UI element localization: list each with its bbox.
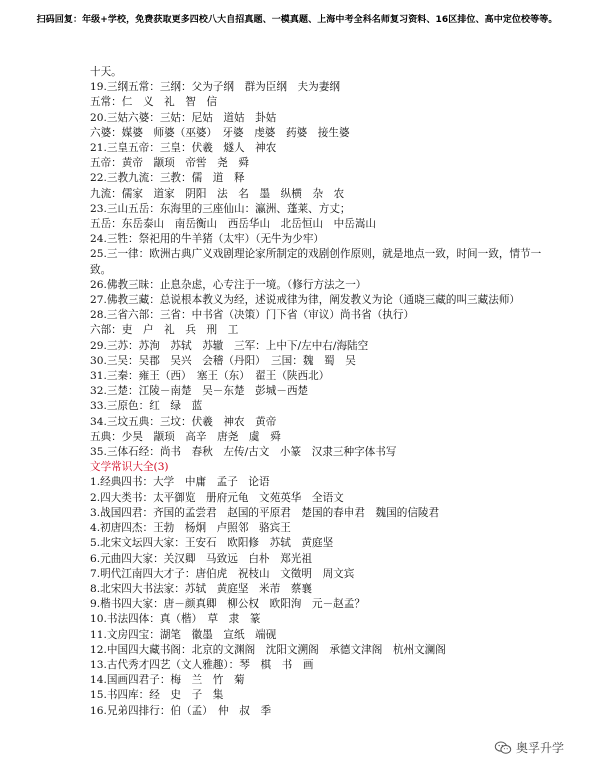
text-line: 12.中国四大藏书阁：北京的文渊阁 沈阳文溯阁 承德文津阁 杭州文澜阁 — [90, 643, 446, 656]
text-line: 13.古代秀才四艺（文人雅趣）：琴 棋 书 画 — [90, 658, 314, 671]
document-body — [90, 65, 550, 719]
text-line: 3.战国四君：齐国的孟尝君 赵国的平原君 楚国的春申君 魏国的信陵君 — [90, 506, 440, 519]
text-line: 24.三牲：祭祀用的牛羊猪（太牢）（无牛为少牢） — [90, 233, 325, 246]
text-line: 1.经典四书：大学 中庸 孟子 论语 — [90, 476, 270, 489]
text-line: 27.佛教三藏：总说根本教义为经，述说戒律为律，阐发教义为论（通晓三藏的叫三藏法师） — [90, 294, 521, 307]
text-line: 34.三坟五典：三坟：伏羲 神农 黄帝 — [90, 415, 277, 428]
text-line: 五典：少昊 颛顼 高辛 唐尧 虞 舜 — [90, 430, 281, 443]
text-line: 30.三吴：吴郡 吴兴 会稽（丹阳） 三国：魏 蜀 吴 — [90, 354, 356, 367]
section-heading: 文学常识大全(3) — [90, 461, 169, 474]
text-line: 15.书四库：经 史 子 集 — [90, 689, 224, 702]
text-line: 10.书法四体：真（楷） 草 隶 篆 — [90, 613, 261, 626]
text-line: 16.兄弟四排行：伯（孟） 仲 叔 季 — [90, 704, 272, 717]
text-line: 22.三教九流：三教：儒 道 释 — [90, 172, 245, 185]
page-header-banner: 扫码回复：年级+学校，免费获取更多四校八大自招真题、一模真题、上海中考全科名师复习资料、16区排位、高中定位校等等。 — [36, 15, 558, 25]
text-line: 35.三体石经：尚书 春秋 左传/古文 小篆 汉隶三种字体书写 — [90, 446, 397, 459]
text-line: 31.三秦：雍王（西） 塞王（东） 翟王（陕西北） — [90, 370, 330, 383]
text-line: 九流：儒家 道家 阴阳 法 名 墨 纵横 杂 农 — [90, 187, 345, 200]
text-line: 23.三山五岳：东海里的三座仙山：瀛洲、蓬莱、方丈； — [90, 202, 351, 215]
watermark — [494, 739, 564, 756]
text-line: 五岳：东岳泰山 南岳衡山 西岳华山 北岳恒山 中岳嵩山 — [90, 218, 377, 231]
text-line: 五帝：黄帝 颛顼 帝喾 尧 舜 — [90, 157, 249, 170]
text-line: 33.三原色：红 绿 蓝 — [90, 400, 203, 413]
wechat-icon — [494, 741, 512, 755]
text-line: 六婆：媒婆 师婆（巫婆） 牙婆 虔婆 药婆 接生婆 — [90, 126, 350, 139]
text-line: 5.北宋文坛四大家：王安石 欧阳修 苏轼 黄庭坚 — [90, 537, 334, 550]
text-line: 4.初唐四杰：王勃 杨炯 卢照邻 骆宾王 — [90, 522, 291, 535]
text-line: 六部：吏 户 礼 兵 刑 工 — [90, 324, 239, 337]
text-line: 十天。 — [90, 66, 122, 78]
text-line: 11.文房四宝：湖笔 徽墨 宣纸 端砚 — [90, 628, 277, 641]
text-line: 7.明代江南四大才子：唐伯虎 祝枝山 文徵明 周文宾 — [90, 567, 355, 580]
text-line: 32.三楚：江陵－南楚 吴－东楚 彭城－西楚 — [90, 385, 309, 398]
text-line: 26.佛教三昧：止息杂虑，心专注于一境。（修行方法之一） — [90, 278, 367, 291]
text-line: 9.楷书四大家：唐－颜真卿 柳公权 欧阳洵 元－赵孟？ — [90, 598, 365, 611]
text-line: 6.元曲四大家：关汉卿 马致远 白朴 郑光祖 — [90, 552, 312, 565]
text-line: 五常：仁 义 礼 智 信 — [90, 96, 218, 109]
text-line: 25.三一律：欧洲古典广义戏剧理论家所制定的戏剧创作原则，就是地点一致，时间一致，情节一致。 — [90, 248, 542, 276]
text-line: 19.三纲五常：三纲：父为子纲 群为臣纲 夫为妻纲 — [90, 81, 340, 94]
text-line: 2.四大类书：太平御览 册府元龟 文苑英华 全语文 — [90, 491, 344, 504]
text-line: 20.三姑六婆：三姑：尼姑 道姑 卦姑 — [90, 111, 277, 124]
text-line: 28.三省六部：三省：中书省（决策）门下省（审议）尚书省（执行） — [90, 309, 415, 322]
text-line: 21.三皇五帝：三皇：伏羲 燧人 神农 — [90, 142, 277, 155]
text-line: 29.三苏：苏洵 苏轼 苏辙 三军：上中下/左中右/海陆空 — [90, 339, 369, 352]
text-line: 14.国画四君子：梅 兰 竹 菊 — [90, 674, 245, 687]
text-line: 8.北宋四大书法家：苏轼 黄庭坚 米芾 蔡襄 — [90, 582, 312, 595]
watermark-text: 奥孚升学 — [515, 741, 564, 755]
